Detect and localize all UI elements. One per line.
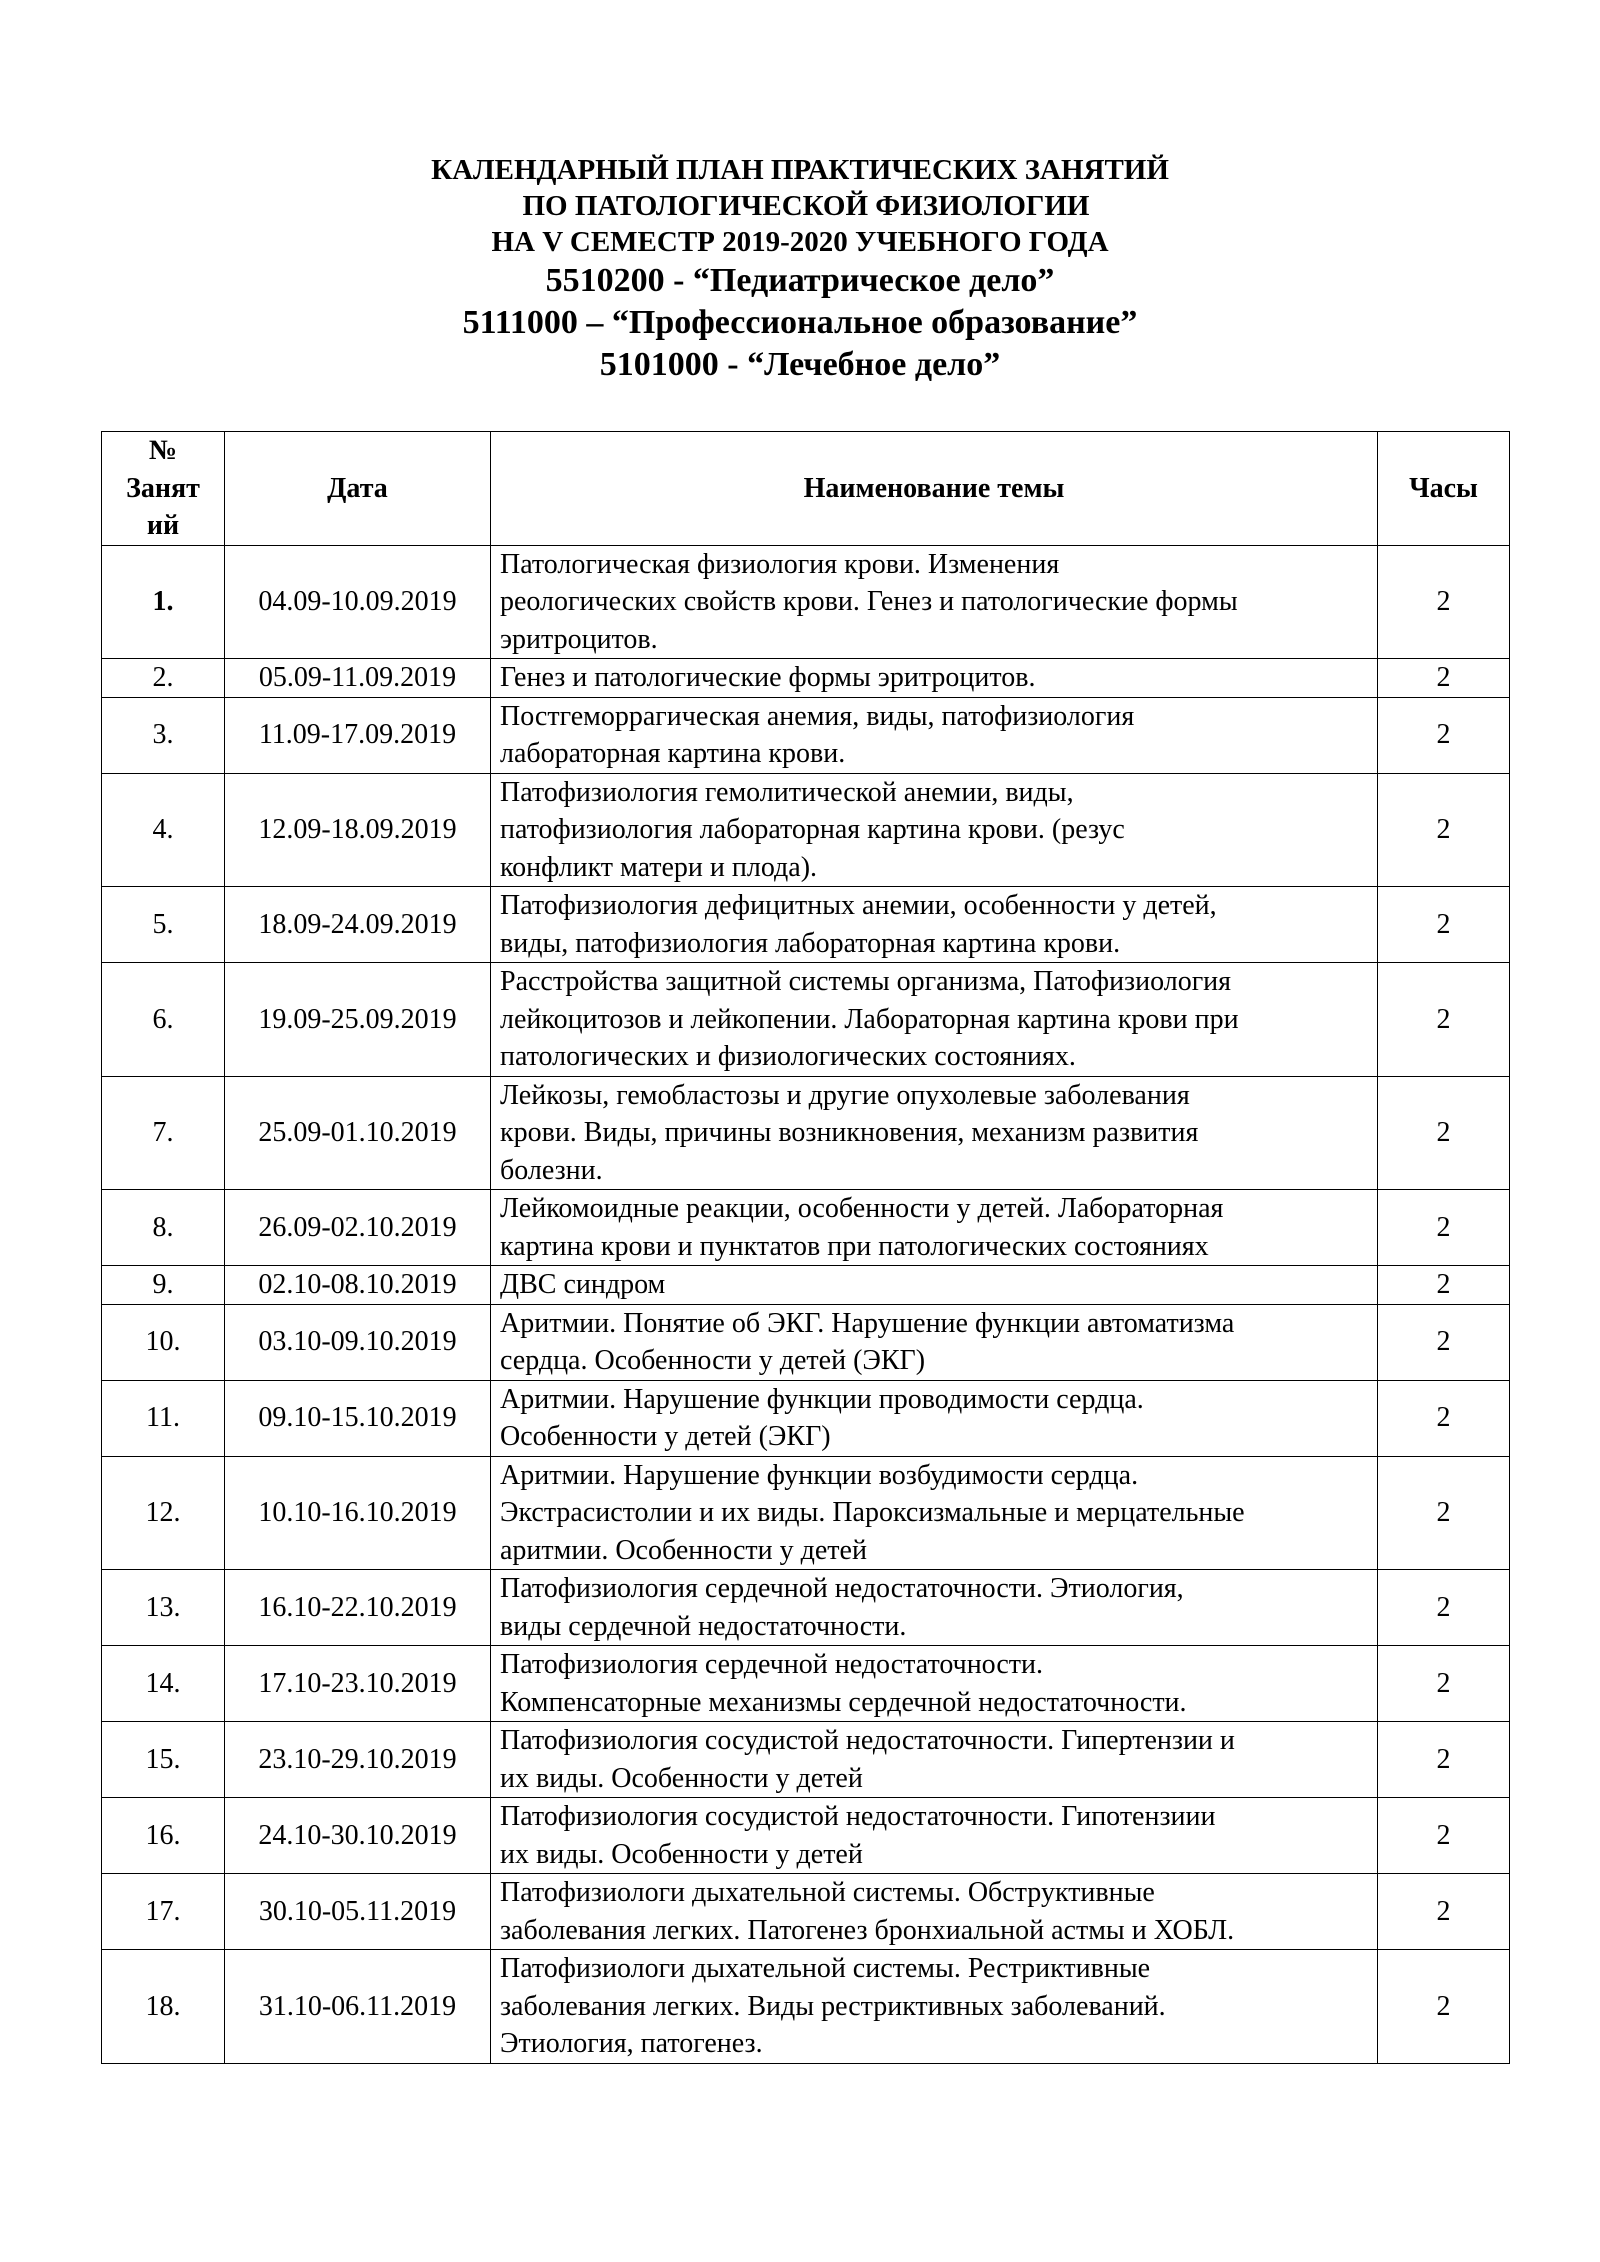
lesson-topic [491, 963, 1378, 1077]
lesson-topic [491, 1304, 1378, 1380]
lesson-date: 03.10-09.10.2019 [225, 1304, 491, 1380]
lesson-date: 17.10-23.10.2019 [225, 1646, 491, 1722]
topic-line: Генез и патологические формы эритроцитов. [500, 662, 1036, 693]
lesson-hours: 2 [1378, 1798, 1510, 1874]
topic-line: реологических свойств крови. Генез и патологические формы [500, 586, 1238, 617]
lesson-hours: 2 [1378, 773, 1510, 887]
topic-line: заболевания легких. Патогенез бронхиальной астмы и ХОБЛ. [500, 1914, 1235, 1946]
lesson-date: 25.09-01.10.2019 [225, 1076, 491, 1190]
lesson-topic [491, 1570, 1378, 1646]
topic-line: виды сердечной недостаточности. [500, 1610, 907, 1642]
topic-line: Этиология, патогенез. [500, 2028, 763, 2059]
document-header [0, 152, 1600, 386]
lesson-topic [491, 1190, 1378, 1266]
lesson-topic [491, 1646, 1378, 1722]
table-row [102, 1304, 1510, 1380]
lesson-date: 10.10-16.10.2019 [225, 1456, 491, 1570]
table-row [102, 659, 1510, 698]
lesson-number: 1. [102, 545, 225, 659]
table-row [102, 963, 1510, 1077]
lesson-hours: 2 [1378, 545, 1510, 659]
lesson-hours: 2 [1378, 1570, 1510, 1646]
lesson-hours: 2 [1378, 887, 1510, 963]
lesson-hours: 2 [1378, 1722, 1510, 1798]
table-row [102, 1380, 1510, 1456]
lesson-hours: 2 [1378, 1380, 1510, 1456]
table-row [102, 887, 1510, 963]
lesson-date: 11.09-17.09.2019 [225, 697, 491, 773]
title-line-2: ПО ПАТОЛОГИЧЕСКОЙ ФИЗИОЛОГИИ [522, 190, 1090, 222]
topic-line: ДВС синдром [500, 1269, 666, 1300]
lesson-number: 18. [102, 1950, 225, 2064]
lesson-hours: 2 [1378, 697, 1510, 773]
table-row [102, 1266, 1510, 1305]
table-row [102, 697, 1510, 773]
lesson-topic [491, 545, 1378, 659]
lesson-date: 09.10-15.10.2019 [225, 1380, 491, 1456]
header-date: Дата [225, 432, 491, 546]
specialty-general-medicine: 5101000 - “Лечебное дело” [599, 346, 1001, 383]
topic-line: Особенности у детей (ЭКГ) [500, 1421, 831, 1452]
topic-line: Патофизиология сосудистой недостаточности. Гипотензиии [500, 1801, 1216, 1832]
lesson-hours: 2 [1378, 1304, 1510, 1380]
lesson-date: 31.10-06.11.2019 [225, 1950, 491, 2064]
topic-line: лабораторная картина крови. [500, 738, 846, 769]
lesson-hours: 2 [1378, 1076, 1510, 1190]
lesson-topic [491, 1798, 1378, 1874]
lesson-number: 8. [102, 1190, 225, 1266]
lesson-topic [491, 773, 1378, 887]
lesson-hours: 2 [1378, 1646, 1510, 1722]
lesson-hours: 2 [1378, 1190, 1510, 1266]
lesson-number: 4. [102, 773, 225, 887]
lesson-topic [491, 1076, 1378, 1190]
header-lesson-number: № Занят ий [102, 432, 225, 546]
topic-line: Лейкомоидные реакции, особенности у детей. Лабораторная [500, 1193, 1224, 1224]
lesson-date: 23.10-29.10.2019 [225, 1722, 491, 1798]
lesson-hours: 2 [1378, 1950, 1510, 2064]
lesson-topic [491, 659, 1378, 698]
topic-line: их виды. Особенности у детей [500, 1838, 863, 1870]
lesson-date: 30.10-05.11.2019 [225, 1874, 491, 1950]
topic-line: Аритмии. Нарушение функции проводимости сердца. [500, 1383, 1144, 1415]
topic-line: виды, патофизиология лабораторная картина крови. [500, 927, 1121, 959]
topic-line: конфликт матери и плода). [500, 851, 818, 883]
table-row [102, 1722, 1510, 1798]
lesson-date: 02.10-08.10.2019 [225, 1266, 491, 1305]
lesson-number: 2. [102, 659, 225, 698]
lesson-number: 7. [102, 1076, 225, 1190]
topic-line: Лейкозы, гемобластозы и другие опухолевые заболевания [500, 1079, 1190, 1111]
table-row [102, 545, 1510, 659]
lesson-number: 17. [102, 1874, 225, 1950]
lesson-topic [491, 1456, 1378, 1570]
lesson-number: 12. [102, 1456, 225, 1570]
header-topic: Наименование темы [491, 432, 1378, 546]
lesson-topic [491, 1722, 1378, 1798]
topic-line: картина крови и пунктатов при патологических состояниях [500, 1230, 1209, 1262]
lesson-date: 04.09-10.09.2019 [225, 545, 491, 659]
lesson-number: 14. [102, 1646, 225, 1722]
lesson-number: 5. [102, 887, 225, 963]
lesson-number: 11. [102, 1380, 225, 1456]
lesson-date: 16.10-22.10.2019 [225, 1570, 491, 1646]
lesson-date: 19.09-25.09.2019 [225, 963, 491, 1077]
topic-line: Компенсаторные механизмы сердечной недостаточности. [500, 1686, 1187, 1718]
table-body [102, 545, 1510, 2063]
topic-line: Патофизиология сосудистой недостаточности. Гипертензии и [500, 1725, 1235, 1756]
title-line-3: НА V СЕМЕСТР 2019-2020 УЧЕБНОГО ГОДА [491, 226, 1109, 258]
topic-line: патологических и физиологических состояниях. [500, 1041, 1076, 1072]
lesson-number: 15. [102, 1722, 225, 1798]
topic-line: Патофизиологи дыхательной системы. Рестриктивные [500, 1953, 1151, 1984]
lesson-number: 3. [102, 697, 225, 773]
topic-line: Патофизиология дефицитных анемии, особенности у детей, [500, 890, 1217, 921]
specialty-professional-education: 5111000 – “Профессиональное образование” [462, 304, 1138, 341]
lesson-hours: 2 [1378, 1874, 1510, 1950]
topic-line: Патофизиологи дыхательной системы. Обструктивные [500, 1877, 1155, 1908]
lesson-number: 6. [102, 963, 225, 1077]
title-line-1: КАЛЕНДАРНЫЙ ПЛАН ПРАКТИЧЕСКИХ ЗАНЯТИЙ [431, 154, 1169, 186]
topic-line: Аритмии. Понятие об ЭКГ. Нарушение функции автоматизма [500, 1307, 1235, 1339]
topic-line: Экстрасистолии и их виды. Пароксизмальные и мерцательные [500, 1497, 1245, 1528]
topic-line: Патофизиология сердечной недостаточности. Этиология, [500, 1573, 1184, 1604]
table-row [102, 1456, 1510, 1570]
topic-line: патофизиология лабораторная картина крови. (резус [500, 814, 1125, 845]
topic-line: крови. Виды, причины возникновения, механизм развития [500, 1117, 1199, 1148]
table-row [102, 1190, 1510, 1266]
lesson-date: 12.09-18.09.2019 [225, 773, 491, 887]
topic-line: заболевания легких. Виды рестриктивных заболеваний. [500, 1990, 1166, 2022]
table-row [102, 1950, 1510, 2064]
topic-line: Патологическая физиология крови. Изменения [500, 548, 1060, 580]
topic-line: Патофизиология сердечной недостаточности. [500, 1649, 1044, 1680]
lesson-number: 13. [102, 1570, 225, 1646]
topic-line: аритмии. Особенности у детей [500, 1534, 867, 1566]
table-row [102, 1798, 1510, 1874]
table-row [102, 773, 1510, 887]
lesson-topic [491, 697, 1378, 773]
lesson-number: 9. [102, 1266, 225, 1305]
table-row [102, 1646, 1510, 1722]
lesson-topic [491, 1266, 1378, 1305]
topic-line: болезни. [500, 1154, 603, 1186]
topic-line: Расстройства защитной системы организма, Патофизиология [500, 966, 1232, 997]
topic-line: Патофизиология гемолитической анемии, виды, [500, 776, 1074, 808]
lesson-hours: 2 [1378, 1266, 1510, 1305]
table-row [102, 1874, 1510, 1950]
table-row [102, 1076, 1510, 1190]
topic-line: Аритмии. Нарушение функции возбудимости сердца. [500, 1459, 1139, 1491]
table-row [102, 1570, 1510, 1646]
lesson-date: 05.09-11.09.2019 [225, 659, 491, 698]
header-hours: Часы [1378, 432, 1510, 546]
topic-line: Постгеморрагическая анемия, виды, патофизиология [500, 700, 1135, 732]
lesson-date: 18.09-24.09.2019 [225, 887, 491, 963]
table-header-row [102, 432, 1510, 546]
lesson-topic [491, 887, 1378, 963]
topic-line: лейкоцитозов и лейкопении. Лабораторная картина крови при [500, 1003, 1239, 1035]
lesson-topic [491, 1380, 1378, 1456]
schedule-table [101, 431, 1510, 2064]
topic-line: их виды. Особенности у детей [500, 1762, 863, 1794]
lesson-hours: 2 [1378, 963, 1510, 1077]
topic-line: сердца. Особенности у детей (ЭКГ) [500, 1345, 926, 1376]
lesson-hours: 2 [1378, 659, 1510, 698]
lesson-topic [491, 1950, 1378, 2064]
lesson-date: 26.09-02.10.2019 [225, 1190, 491, 1266]
lesson-number: 16. [102, 1798, 225, 1874]
lesson-number: 10. [102, 1304, 225, 1380]
topic-line: эритроцитов. [500, 623, 658, 655]
specialty-pediatrics: 5510200 - “Педиатрическое дело” [545, 262, 1055, 299]
lesson-date: 24.10-30.10.2019 [225, 1798, 491, 1874]
lesson-topic [491, 1874, 1378, 1950]
lesson-hours: 2 [1378, 1456, 1510, 1570]
